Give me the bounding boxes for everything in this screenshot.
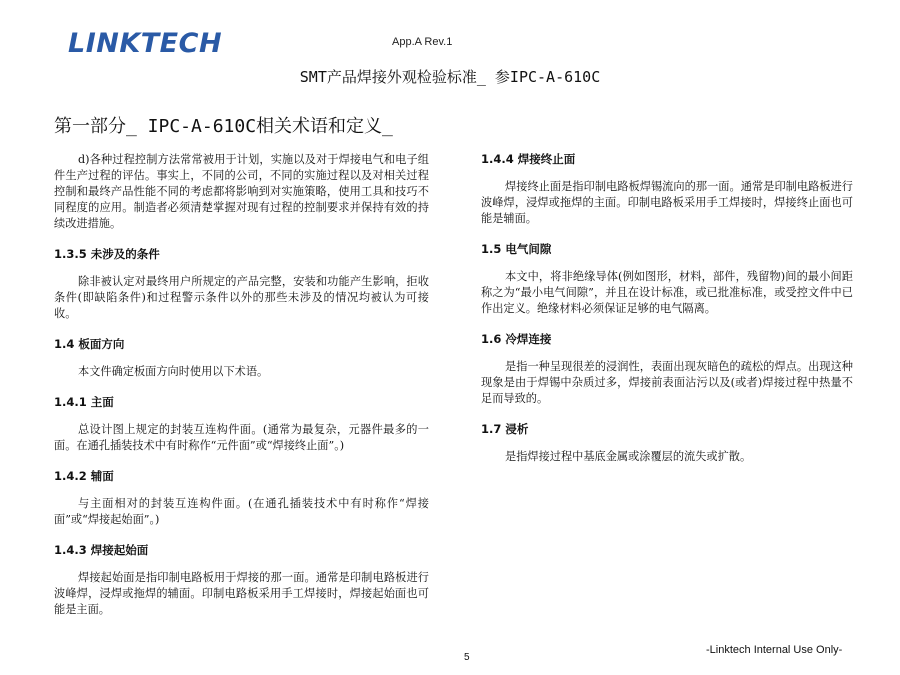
section-heading: 1.6 冷焊连接	[481, 332, 552, 346]
lead-paragraph: d)各种过程控制方法常常被用于计划，实施以及对于焊接电气和电子组件生产过程的评估。事实上，不同的公司，不同的实施过程以及对相关过程控制和最终产品性能不同的考虑都将影响到对实施策略，使用工具和技巧不同程度的应用。制造者必须清楚掌握对现有过程的控制要求并保持有效的持续改进措施。	[54, 153, 429, 230]
section-1-4-4	[481, 152, 853, 227]
section-1-6	[481, 332, 853, 407]
section-1-4-3	[54, 543, 429, 618]
section-1-7	[481, 422, 853, 465]
footer-note: -Linktech Internal Use Only-	[706, 644, 843, 656]
section-heading: 1.5 电气间隙	[481, 242, 552, 256]
section-body: 焊接终止面是指印制电路板焊锡流向的那一面。通常是印制电路板进行波峰焊，浸焊或拖焊的主面。印制电路板采用手工焊接时，焊接终止面也可能是辅面。	[481, 180, 853, 225]
section-body: 是指焊接过程中基底金属或涂覆层的流失或扩散。	[505, 450, 752, 463]
right-column	[481, 152, 853, 480]
section-heading: 1.3.5 未涉及的条件	[54, 247, 160, 261]
left-column	[54, 152, 429, 633]
page-number: 5	[464, 652, 470, 663]
section-body: 本文中，将非绝缘导体(例如图形，材料，部件，残留物)间的最小间距称之为“最小电气间隙”，并且在设计标准，或已批准标准，或受控文件中已作出定义。绝缘材料必须保证足够的电气隔离。	[481, 270, 853, 315]
section-body: 与主面相对的封装互连构件面。(在通孔插装技术中有时称作“焊接面”或“焊接起始面”。)	[54, 497, 429, 526]
section-1-5	[481, 242, 853, 317]
section-body: 总设计图上规定的封装互连构件面。(通常为最复杂，元器件最多的一面。在通孔插装技术中有时称作“元件面”或“焊接终止面”。)	[54, 423, 429, 452]
section-1-4	[54, 337, 429, 380]
revision-label: App.A Rev.1	[392, 36, 453, 48]
section-body: 本文件确定板面方向时使用以下术语。	[78, 365, 269, 378]
section-heading: 1.4.4 焊接终止面	[481, 152, 576, 166]
section-1-4-1	[54, 395, 429, 454]
company-logo: LINKTECH	[68, 28, 223, 59]
part-title: 第一部分_ IPC-A-610C相关术语和定义_	[54, 116, 393, 137]
section-heading: 1.4.3 焊接起始面	[54, 543, 149, 557]
section-heading: 1.4.1 主面	[54, 395, 114, 409]
section-body: 除非被认定对最终用户所规定的产品完整，安装和功能产生影响，拒收条件(即缺陷条件)和过程警示条件以外的那些未涉及的情况均被认为可接收。	[54, 275, 429, 320]
section-heading: 1.7 浸析	[481, 422, 529, 436]
section-heading: 1.4.2 辅面	[54, 469, 114, 483]
section-heading: 1.4 板面方向	[54, 337, 125, 351]
section-1-4-2	[54, 469, 429, 528]
section-body: 焊接起始面是指印制电路板用于焊接的那一面。通常是印制电路板进行波峰焊，浸焊或拖焊的辅面。印制电路板采用手工焊接时，焊接起始面也可能是主面。	[54, 571, 429, 616]
document-title: SMT产品焊接外观检验标准_ 参IPC-A-610C	[299, 68, 601, 86]
section-body: 是指一种呈现很差的浸润性，表面出现灰暗色的疏松的焊点。出现这种现象是由于焊锡中杂质过多，焊接前表面沾污以及(或者)焊接过程中热量不足而导致的。	[481, 360, 853, 405]
section-1-3-5	[54, 247, 429, 322]
